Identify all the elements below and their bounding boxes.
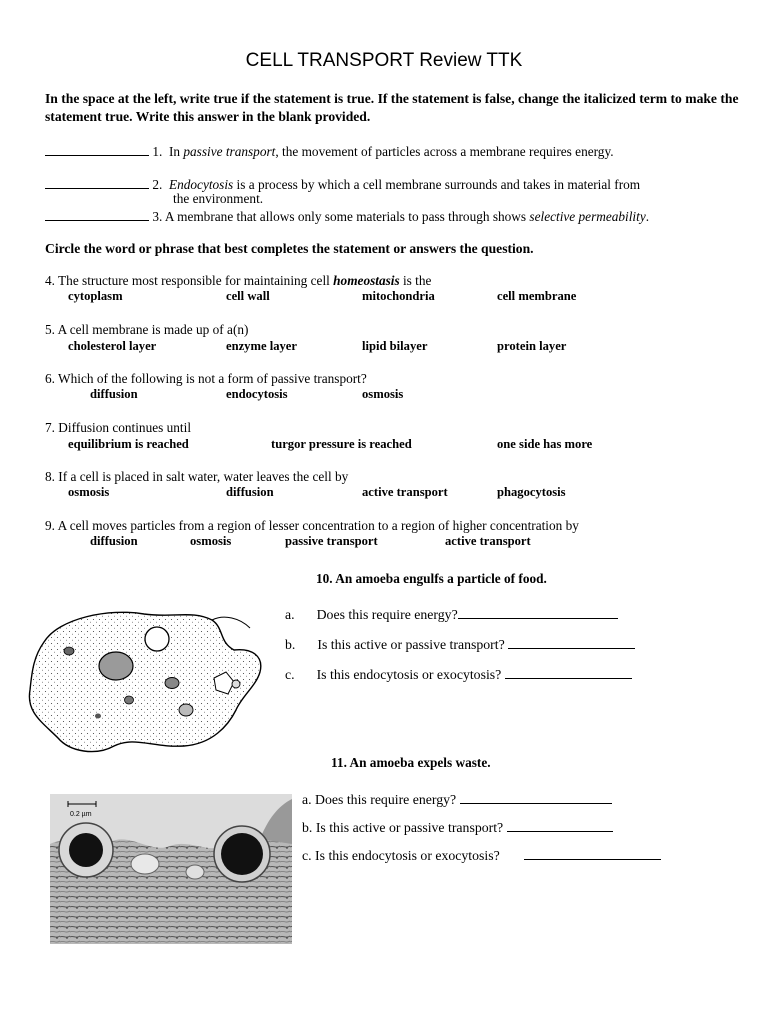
option-6a[interactable]: diffusion: [90, 387, 138, 401]
page-title: CELL TRANSPORT Review TTK: [245, 50, 523, 71]
q10-item-a: a. Does this require energy?: [285, 606, 618, 623]
question-9: 9. A cell moves particles from a region of lesser concentration to a region of higher concentration by: [45, 518, 579, 533]
option-8d[interactable]: phagocytosis: [497, 485, 566, 499]
option-7a[interactable]: equilibrium is reached: [68, 437, 189, 451]
option-4d[interactable]: cell membrane: [497, 289, 577, 303]
option-6c[interactable]: osmosis: [362, 387, 404, 401]
option-9a[interactable]: diffusion: [90, 534, 138, 548]
option-6b[interactable]: endocytosis: [226, 387, 288, 401]
question-8: 8. If a cell is placed in salt water, water leaves the cell by: [45, 469, 349, 484]
answer-blank[interactable]: [524, 847, 661, 860]
answer-blank[interactable]: [45, 176, 149, 189]
amoeba-engulfing-drawing: [14, 600, 274, 760]
option-5c[interactable]: lipid bilayer: [362, 339, 428, 353]
option-5a[interactable]: cholesterol layer: [68, 339, 157, 353]
q11-item-a: a. Does this require energy?: [302, 791, 612, 808]
answer-blank[interactable]: [508, 636, 635, 649]
q11-item-c: c. Is this endocytosis or exocytosis?: [302, 847, 661, 864]
option-5b[interactable]: enzyme layer: [226, 339, 297, 353]
italic-term: Endocytosis: [168, 177, 234, 192]
scale-bar-label: 0.2 µm: [70, 811, 92, 818]
option-4c[interactable]: mitochondria: [362, 289, 435, 303]
question-11-heading: 11. An amoeba expels waste.: [331, 755, 491, 770]
q10-item-c: c. Is this endocytosis or exocytosis?: [285, 666, 632, 683]
option-4b[interactable]: cell wall: [226, 289, 270, 303]
option-9d[interactable]: active transport: [445, 534, 531, 548]
answer-blank[interactable]: [507, 819, 613, 832]
answer-blank[interactable]: [45, 208, 149, 221]
question-5: 5. A cell membrane is made up of a(n): [45, 322, 249, 337]
answer-blank[interactable]: [505, 666, 632, 679]
tf-item-2: 2. Endocytosis is a process by which a cell membrane surrounds and takes in material from: [45, 176, 640, 193]
option-5d[interactable]: protein layer: [497, 339, 567, 353]
italic-term: passive transport: [183, 144, 276, 159]
option-8a[interactable]: osmosis: [68, 485, 110, 499]
amoeba-micrograph: [50, 794, 292, 944]
question-7: 7. Diffusion continues until: [45, 420, 192, 435]
tf-item-2-continued: the environment.: [173, 191, 264, 206]
tf-item-1: 1. In passive transport, the movement of particles across a membrane requires energy.: [45, 143, 614, 160]
option-7b[interactable]: turgor pressure is reached: [271, 437, 412, 451]
question-4: 4. The structure most responsible for maintaining cell homeostasis is the: [45, 273, 432, 288]
answer-blank[interactable]: [460, 791, 612, 804]
true-false-instructions: In the space at the left, write true if the statement is true. If the statement is false, change the italicized term to make the statement true. Write this answer in the blank provided.: [45, 91, 739, 124]
multiple-choice-instructions: Circle the word or phrase that best completes the statement or answers the question.: [45, 241, 534, 256]
answer-blank[interactable]: [45, 143, 149, 156]
option-4a[interactable]: cytoplasm: [68, 289, 123, 303]
q11-item-b: b. Is this active or passive transport?: [302, 819, 613, 836]
question-10-heading: 10. An amoeba engulfs a particle of food.: [316, 571, 547, 586]
q10-item-b: b. Is this active or passive transport?: [285, 636, 635, 653]
answer-blank[interactable]: [458, 606, 618, 619]
option-9c[interactable]: passive transport: [285, 534, 378, 548]
option-7c[interactable]: one side has more: [497, 437, 593, 451]
option-9b[interactable]: osmosis: [190, 534, 232, 548]
italic-term: selective permeability: [529, 209, 646, 224]
option-8c[interactable]: active transport: [362, 485, 448, 499]
tf-item-3: 3. A membrane that allows only some materials to pass through shows selective permeability.: [45, 208, 649, 225]
italic-term: homeostasis: [333, 273, 400, 288]
option-8b[interactable]: diffusion: [226, 485, 274, 499]
question-6: 6. Which of the following is not a form of passive transport?: [45, 371, 367, 386]
